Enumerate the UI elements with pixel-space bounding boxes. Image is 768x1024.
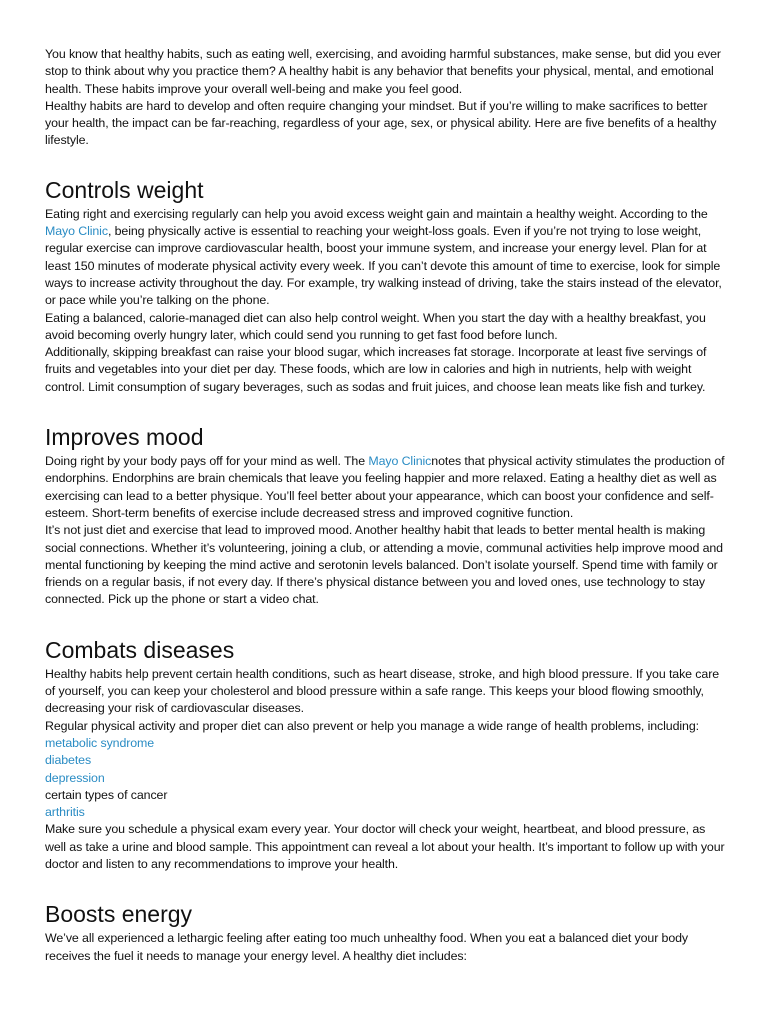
controls-weight-paragraph-2: Eating a balanced, calorie-managed diet can also help control weight. When you start the day with a healthy breakfast, you avoid becoming overly hungry later, which could send you running to get fast food before lunch. [45,310,706,342]
combats-diseases-section [45,636,728,874]
mayo-clinic-link-1[interactable]: Mayo Clinic [45,224,108,239]
improves-mood-p1-text-after: notes that physical activity stimulates the production of endorphins. Endorphins are brain chemicals that leave you feeling happier and more relaxed. Eating a healthy diet as well as exercising can lead to a better physique. You’ll feel better about your appearance, which can boost your confidence and self-esteem. Short-term benefits of exercise include decreased stress and improved cognitive function. [45,454,725,520]
mayo-clinic-link-2[interactable]: Mayo Clinic [368,454,432,469]
boosts-energy-section [45,900,728,965]
improves-mood-paragraph-1 [45,453,728,522]
controls-weight-heading: Controls weight [45,176,204,203]
conditions-list [45,735,728,821]
improves-mood-heading: Improves mood [45,424,204,451]
combats-diseases-paragraph-1: Healthy habits help prevent certain health conditions, such as heart disease, stroke, and high blood pressure. If you take care of yourself, you can keep your cholesterol and blood pressure within a safe range. This keeps your blood flowing smoothly, decreasing your risk of cardiovascular diseases. [45,666,720,716]
improves-mood-section [45,423,728,609]
controls-weight-p1-text-before: Eating right and exercising regularly can help you avoid excess weight gain and maintain a healthy weight. According to the [45,206,708,221]
combats-diseases-paragraph-3: Make sure you schedule a physical exam every year. Your doctor will check your weight, heartbeat, and blood pressure, as well as take a urine and blood sample. This appointment can reveal a lot about your health. It’s important to follow up with your doctor and listen to any recommendations to improve your health. [45,822,725,871]
list-item-arthritis-link[interactable]: arthritis [45,805,85,820]
intro-paragraph-2: Healthy habits are hard to develop and often require changing your mindset. But if you’re willing to make sacrifices to better your health, the impact can be far-reaching, regardless of your age, sex, or physical ability. Here are five benefits of a healthy lifestyle. [45,98,717,148]
combats-diseases-paragraph-2: Regular physical activity and proper diet can also prevent or help you manage a wide range of health problems, including: [45,718,699,733]
boosts-energy-heading: Boosts energy [45,901,193,928]
improves-mood-p1-text-before: Doing right by your body pays off for your mind as well. The [45,454,369,469]
intro-section [45,46,728,150]
boosts-energy-paragraph-1: We’ve all experienced a lethargic feeling after eating too much unhealthy food. When you eat a balanced diet your body receives the fuel it needs to manage your energy level. A healthy diet includes: [45,931,689,963]
controls-weight-paragraph-3: Additionally, skipping breakfast can raise your blood sugar, which increases fat storage. Incorporate at least five servings of fruits and vegetables into your diet per day. These foods, which are low in calories and high in nutrients, help with weight control. Limit consumption of sugary beverages, such as sodas and fruit juices, and choose lean meats like fish and turkey. [45,345,707,394]
combats-diseases-heading: Combats diseases [45,636,235,663]
intro-paragraph-1: You know that healthy habits, such as eating well, exercising, and avoiding harmful substances, make sense, but did you ever stop to think about why you practice them? A healthy habit is any behavior that benefits your physical, mental, and emotional health. These habits improve your overall well-being and make you feel good. [45,47,721,96]
list-item-metabolic-syndrome-link[interactable]: metabolic syndrome [45,735,155,750]
list-item-diabetes-link[interactable]: diabetes [45,753,92,768]
controls-weight-paragraph-1 [45,206,728,310]
list-item-depression-link[interactable]: depression [45,770,105,785]
controls-weight-section [45,176,728,396]
list-item-cancer: certain types of cancer [45,787,168,802]
improves-mood-paragraph-2: It’s not just diet and exercise that lead to improved mood. Another healthy habit that leads to better mental health is making social connections. Whether it’s volunteering, joining a club, or attending a movie, communal activities help improve mood and mental functioning by keeping the mind active and serotonin levels balanced. Don’t isolate yourself. Spend time with family or friends on a regular basis, if not every day. If there’s physical distance between you and loved ones, use technology to stay connected. Pick up the phone or start a video chat. [45,523,723,607]
controls-weight-p1-text-after: , being physically active is essential to reaching your weight-loss goals. Even if you’re not trying to lose weight, regular exercise can improve cardiovascular health, boost your immune system, and increase your energy level. Plan for at least 150 minutes of moderate physical activity every week. If you can’t devote this amount of time to exercise, look for simple ways to increase activity throughout the day. For example, try walking instead of driving, take the stairs instead of the elevator, or pace while you’re talking on the phone. [45,224,722,308]
